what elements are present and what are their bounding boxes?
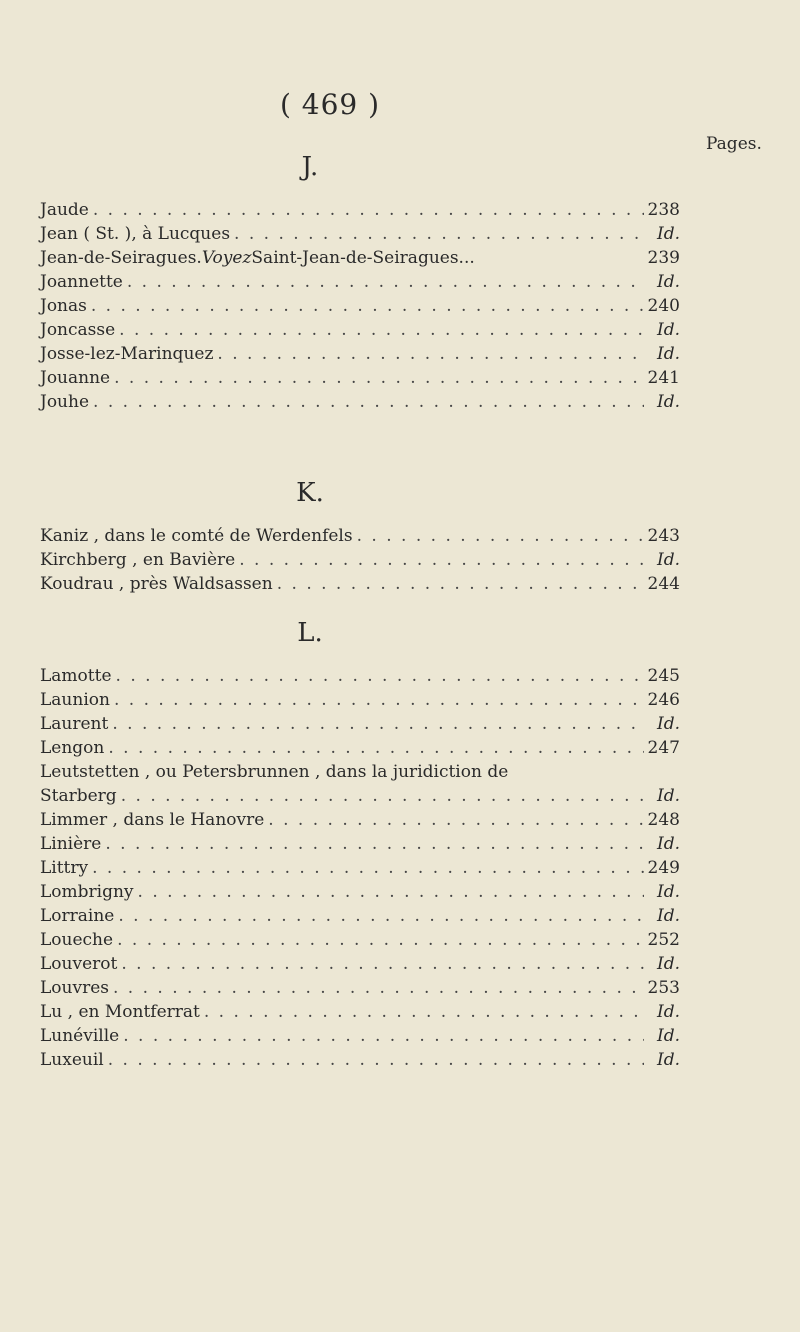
leader-dots bbox=[123, 1024, 644, 1048]
index-entry bbox=[40, 222, 680, 246]
index-entry bbox=[40, 712, 680, 736]
leader-dots bbox=[118, 904, 644, 928]
leader-dots bbox=[91, 294, 644, 318]
index-entry bbox=[40, 548, 680, 572]
entry-page: 252 bbox=[647, 930, 680, 950]
index-entry bbox=[40, 808, 680, 832]
index-entry bbox=[40, 270, 680, 294]
entry-page: 241 bbox=[647, 368, 680, 388]
entry-page: 240 bbox=[647, 296, 680, 316]
leader-dots bbox=[112, 712, 644, 736]
index-entry bbox=[40, 524, 680, 548]
index-entry bbox=[40, 1048, 680, 1072]
index-entry bbox=[40, 390, 680, 414]
entry-page: 244 bbox=[647, 574, 680, 594]
index-entry bbox=[40, 198, 680, 222]
entry-name: Kirchberg , en Bavière bbox=[40, 550, 236, 570]
index-entry bbox=[40, 1000, 680, 1024]
leader-dots bbox=[92, 856, 643, 880]
entry-name: Koudrau , près Waldsassen bbox=[40, 574, 273, 594]
entry-page: Id. bbox=[656, 320, 680, 340]
index-entry bbox=[40, 664, 680, 688]
entry-page: Id. bbox=[656, 392, 680, 412]
entry-page: 249 bbox=[647, 858, 680, 878]
entry-name: Jean-de-Seiragues. bbox=[40, 248, 202, 268]
entry-page: 253 bbox=[647, 978, 680, 998]
entry-name: Lu , en Montferrat bbox=[40, 1002, 200, 1022]
cross-reference-target: Saint-Jean-de-Seiragues... bbox=[251, 248, 475, 268]
leader-dots bbox=[114, 688, 644, 712]
section-k bbox=[40, 478, 680, 596]
index-entry bbox=[40, 760, 680, 784]
index-entry bbox=[40, 294, 680, 318]
leader-dots bbox=[108, 736, 643, 760]
entry-name: Launion bbox=[40, 690, 110, 710]
entry-name: Lombrigny bbox=[40, 882, 134, 902]
leader-dots bbox=[113, 976, 644, 1000]
entry-name: Lamotte bbox=[40, 666, 112, 686]
index-entry bbox=[40, 342, 680, 366]
leader-dots bbox=[93, 198, 644, 222]
entry-page: Id. bbox=[656, 834, 680, 854]
leader-dots bbox=[234, 222, 644, 246]
leader-dots bbox=[114, 366, 643, 390]
entry-name: Louverot bbox=[40, 954, 118, 974]
entry-name: Luxeuil bbox=[40, 1050, 104, 1070]
index-entry bbox=[40, 366, 680, 390]
entry-name: Jean ( St. ), à Lucques bbox=[40, 224, 231, 244]
entry-name: Jouanne bbox=[40, 368, 111, 388]
leader-dots bbox=[119, 318, 644, 342]
entry-name-continued: Starberg bbox=[40, 786, 117, 806]
entry-name: Joncasse bbox=[40, 320, 116, 340]
index-entry bbox=[40, 572, 680, 596]
leader-dots bbox=[357, 524, 644, 548]
section-letter: K. bbox=[296, 478, 324, 508]
entry-name: Lunéville bbox=[40, 1026, 120, 1046]
entry-name: Louvres bbox=[40, 978, 109, 998]
entry-name: Joannette bbox=[40, 272, 123, 292]
entry-name: Linière bbox=[40, 834, 102, 854]
section-j bbox=[40, 152, 680, 414]
index-entry bbox=[40, 688, 680, 712]
leader-dots bbox=[116, 664, 644, 688]
leader-dots bbox=[93, 390, 644, 414]
leader-dots bbox=[277, 572, 644, 596]
entry-page: 247 bbox=[647, 738, 680, 758]
entry-name: Josse-lez-Marinquez bbox=[40, 344, 214, 364]
section-l bbox=[40, 618, 680, 1072]
leader-dots bbox=[117, 928, 643, 952]
index-entry bbox=[40, 246, 680, 270]
index-entry bbox=[40, 318, 680, 342]
leader-dots bbox=[138, 880, 644, 904]
entry-name: Lorraine bbox=[40, 906, 115, 926]
section-letter: L. bbox=[297, 618, 323, 648]
entry-name: Jaude bbox=[40, 200, 89, 220]
entry-name: Littry bbox=[40, 858, 89, 878]
page-number: ( 469 ) bbox=[279, 88, 381, 121]
leader-dots bbox=[121, 952, 644, 976]
index-entry bbox=[40, 952, 680, 976]
entry-name: Laurent bbox=[40, 714, 109, 734]
entry-name: Limmer , dans le Hanovre bbox=[40, 810, 265, 830]
entry-page: Id. bbox=[656, 906, 680, 926]
section-letter: J. bbox=[301, 152, 319, 182]
entry-page: Id. bbox=[656, 224, 680, 244]
leader-dots bbox=[121, 784, 644, 808]
cross-reference-label: Voyez bbox=[201, 248, 252, 268]
leader-dots bbox=[127, 270, 644, 294]
entry-page: 245 bbox=[647, 666, 680, 686]
entry-page: Id. bbox=[656, 1002, 680, 1022]
entry-page: Id. bbox=[656, 882, 680, 902]
index-entry bbox=[40, 856, 680, 880]
leader-dots bbox=[108, 1048, 644, 1072]
entry-page: Id. bbox=[656, 550, 680, 570]
entry-name: Leutstetten , ou Petersbrunnen , dans la juridiction de bbox=[40, 762, 509, 782]
entry-page: Id. bbox=[656, 1026, 680, 1046]
index-entry bbox=[40, 1024, 680, 1048]
index-entry bbox=[40, 880, 680, 904]
entry-name: Kaniz , dans le comté de Werdenfels bbox=[40, 526, 353, 546]
index-entry bbox=[40, 832, 680, 856]
pages-column-label: Pages. bbox=[706, 134, 762, 154]
index-entry bbox=[40, 976, 680, 1000]
index-entry-continuation bbox=[40, 784, 680, 808]
leader-dots bbox=[268, 808, 643, 832]
entry-page: Id. bbox=[656, 344, 680, 364]
entry-page: 238 bbox=[647, 200, 680, 220]
entry-name: Jonas bbox=[40, 296, 87, 316]
leader-dots bbox=[239, 548, 644, 572]
leader-dots bbox=[204, 1000, 644, 1024]
leader-dots bbox=[217, 342, 644, 366]
entry-page: Id. bbox=[656, 1050, 680, 1070]
leader-dots bbox=[105, 832, 644, 856]
index-entry bbox=[40, 904, 680, 928]
entry-name: Jouhe bbox=[40, 392, 90, 412]
entry-name: Lengon bbox=[40, 738, 105, 758]
index-entry bbox=[40, 928, 680, 952]
entry-page: Id. bbox=[656, 272, 680, 292]
entry-name: Loueche bbox=[40, 930, 114, 950]
entry-page: 243 bbox=[647, 526, 680, 546]
entry-page: 239 bbox=[647, 248, 680, 268]
entry-page: Id. bbox=[656, 954, 680, 974]
index-entry bbox=[40, 736, 680, 760]
entry-page: Id. bbox=[656, 786, 680, 806]
entry-page: 248 bbox=[647, 810, 680, 830]
entry-page: Id. bbox=[656, 714, 680, 734]
entry-page: 246 bbox=[647, 690, 680, 710]
